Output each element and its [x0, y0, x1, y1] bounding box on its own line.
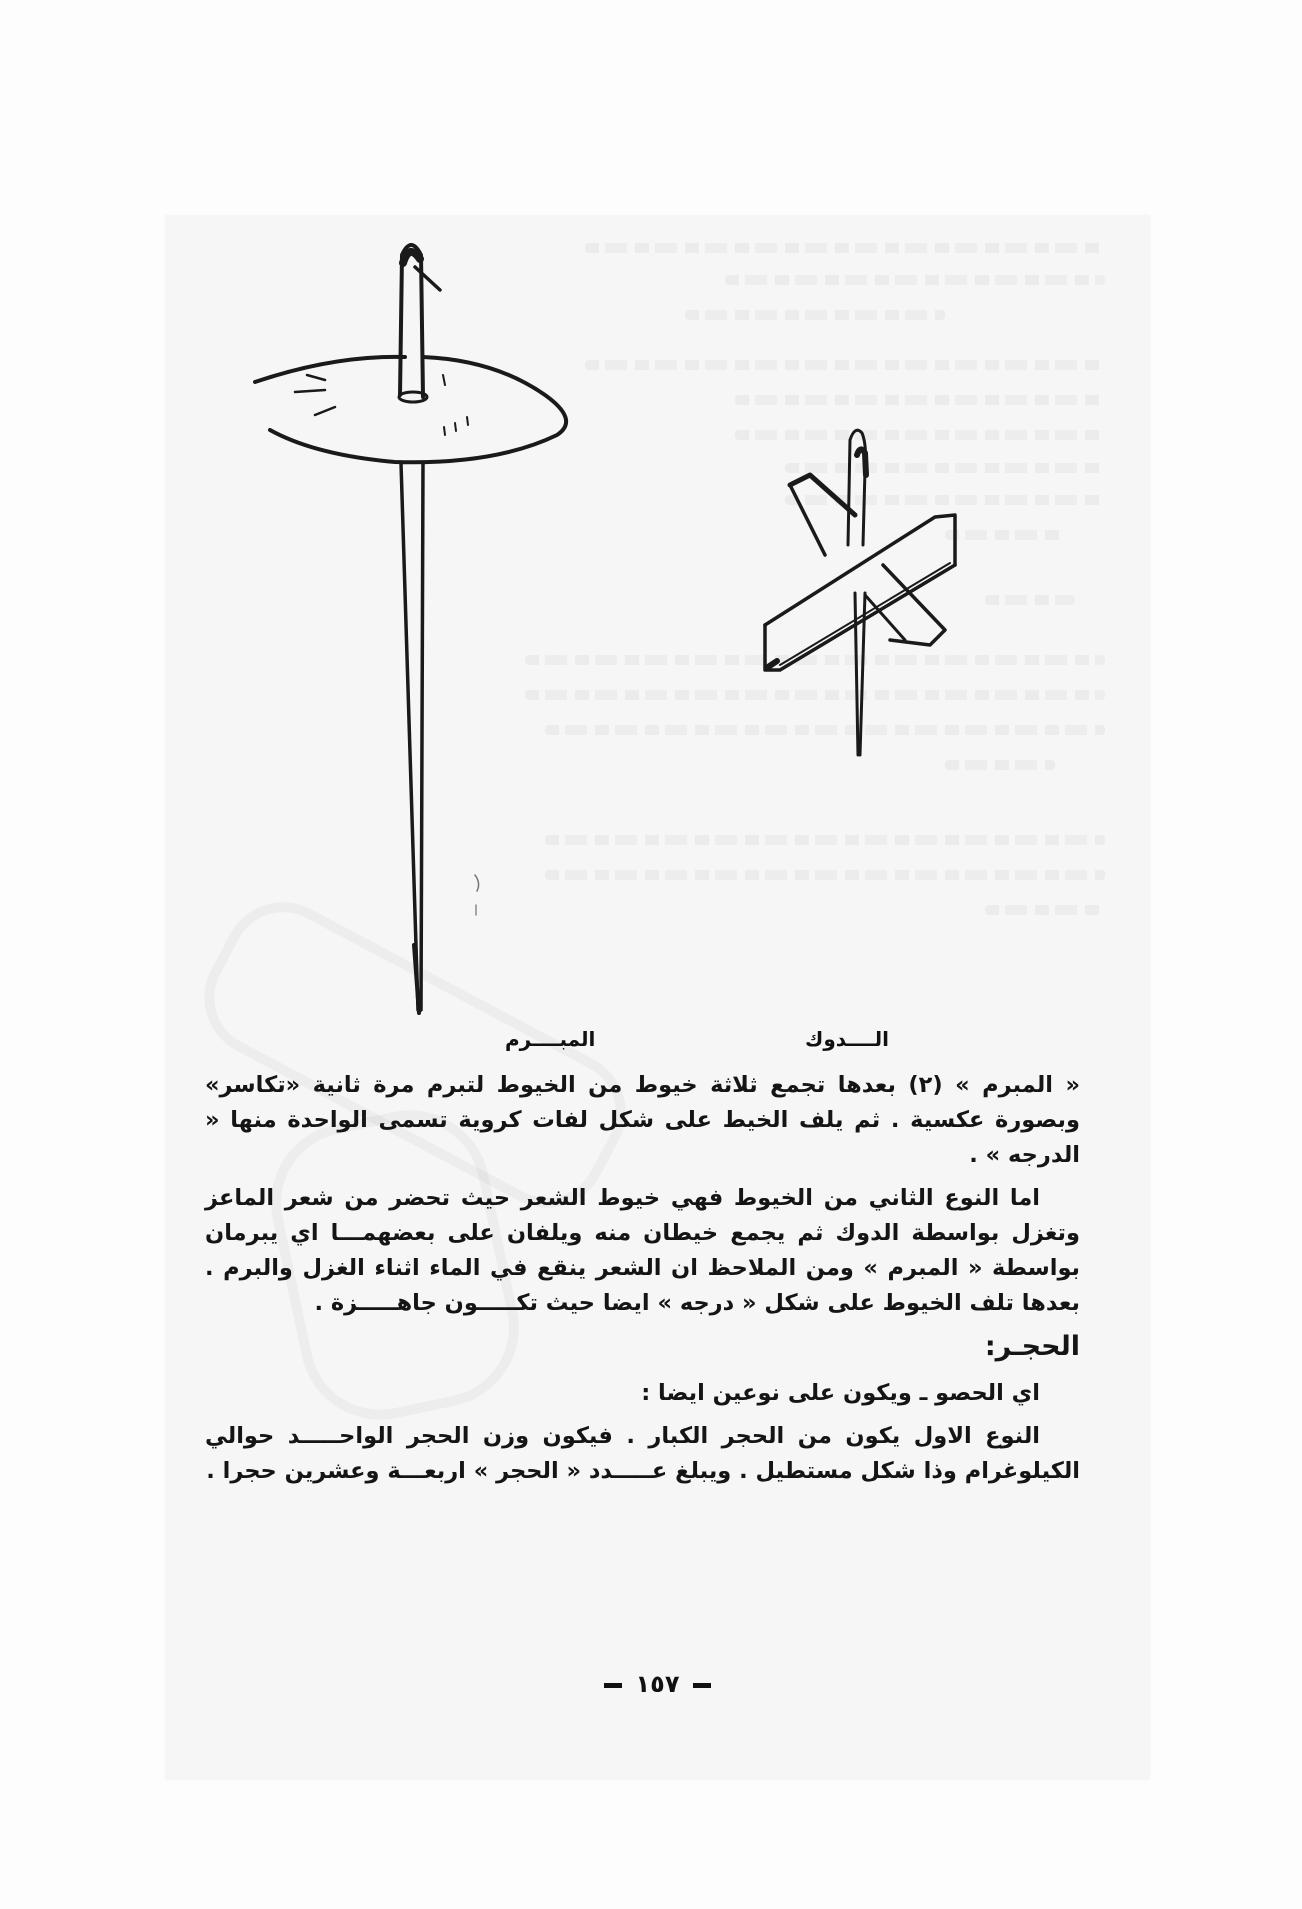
section-heading-stones: الحجـر:	[984, 1331, 1080, 1362]
page-number-value: ١٥٧	[635, 1670, 680, 1698]
figure-label-mubram: المبــــرم	[505, 1027, 596, 1051]
paragraph-hair-threads: اما النوع الثاني من الخيوط فهي خيوط الشعر حيث تحضر من شعر الماعز وتغزل بواسطة الدوك ثم يجمع خيطان منه ويلفان على بعضهمـــا اي يبرمان بواسطة « المبرم » ومن الملاحظ ان الشعر ينقع في الماء اثناء الغزل والبرم . بعدها تلف الخيوط على شكل « درجه » ايضا حيث تكـــــون جاهـــــزة .	[205, 1185, 1080, 1316]
spindle-drawing	[165, 215, 1150, 1015]
dook-drawing	[765, 430, 955, 755]
figure-label-dook: الــــدوك	[805, 1027, 890, 1051]
paragraph-stone-types: اي الحصو ـ ويكون على نوعين ايضا :	[641, 1380, 1040, 1406]
spindle-illustrations	[165, 215, 1150, 1051]
paragraph-first-type-stones: النوع الاول يكون من الحجر الكبار . فيكون وزن الحجر الواحـــــد حوالي الكيلوغرام وذا شكل مستطيل . ويبلغ عـــــدد « الحجر » اربعـــة وعشرين حجرا .	[205, 1423, 1080, 1484]
mubram-drawing	[255, 245, 566, 1013]
paragraph-threads-twisting: « المبرم » (٢) بعدها تجمع ثلاثة خيوط من الخيوط لتبرم مرة ثانية «تكاسر» وبصورة عكسية . ثم يلف الخيط على شكل لفات كروية تسمى الواحدة منها « الدرجه » .	[205, 1072, 1080, 1168]
page-number	[165, 1670, 1150, 1698]
scanned-book-page	[165, 215, 1150, 1780]
body-text	[205, 1068, 1080, 1497]
dash-decoration	[604, 1683, 622, 1688]
dash-decoration	[693, 1683, 711, 1688]
